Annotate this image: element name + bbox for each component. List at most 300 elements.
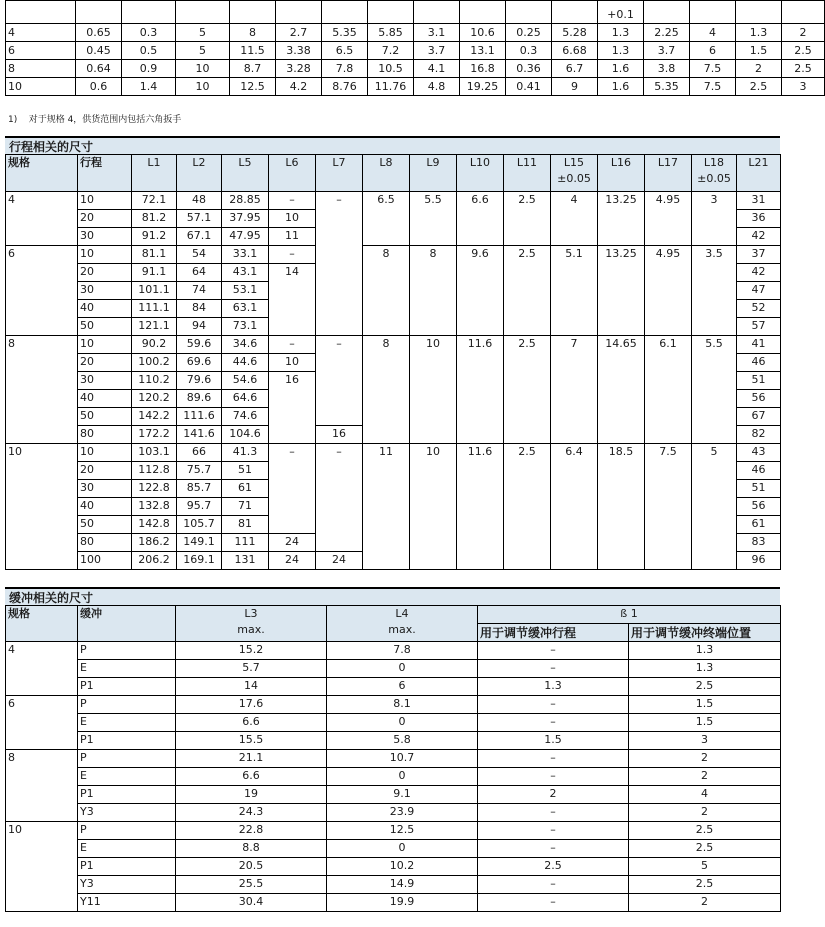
l8-cell: 8 (363, 336, 410, 444)
l18-cell: 3 (692, 192, 737, 246)
l1-cell: 103.1 (132, 444, 177, 462)
table-cell: 7.8 (322, 60, 368, 78)
l1-cell: 121.1 (132, 318, 177, 336)
l2-cell: 69.6 (177, 354, 222, 372)
column-header-label: L16 (610, 156, 632, 169)
column-header (737, 155, 781, 192)
l10-cell: 9.6 (457, 246, 504, 336)
table-cell: 14.9 (327, 876, 478, 894)
table-cell: 1.3 (629, 660, 781, 678)
table-cell: 22.8 (176, 822, 327, 840)
top-header-cell (368, 1, 414, 24)
table-cell: 11.76 (368, 78, 414, 96)
table-cell: 3.7 (644, 42, 690, 60)
table-cell: 9.1 (327, 786, 478, 804)
l21-cell: 56 (737, 498, 781, 516)
l5-cell: 111 (222, 534, 269, 552)
column-header: ß 1 (478, 606, 781, 624)
table-cell: 19 (176, 786, 327, 804)
l18-cell: 5.5 (692, 336, 737, 444)
table-cell: Y11 (78, 894, 176, 912)
l6-cell: – (269, 246, 316, 264)
l2-cell: 74 (177, 282, 222, 300)
stroke-cell: 10 (78, 336, 132, 354)
table-cell: 5.8 (327, 732, 478, 750)
l2-cell: 89.6 (177, 390, 222, 408)
table-cell: 10 (176, 60, 230, 78)
table-cell: – (478, 696, 629, 714)
stroke-cell: 40 (78, 390, 132, 408)
l18-cell: 5 (692, 444, 737, 570)
l5-cell: 33.1 (222, 246, 269, 264)
table-cell: 2 (629, 768, 781, 786)
table-cell: 0.9 (122, 60, 176, 78)
l21-cell: 57 (737, 318, 781, 336)
size-cell: 4 (6, 192, 78, 246)
column-header: 缓冲 (78, 606, 176, 642)
table-cell: 10.6 (460, 24, 506, 42)
stroke-cell: 30 (78, 372, 132, 390)
table-cell: 0.3 (506, 42, 552, 60)
l6-cell: 24 (269, 534, 316, 552)
l2-cell: 169.1 (177, 552, 222, 570)
top-header-cell (322, 1, 368, 24)
cushion-table-title: 缓冲相关的尺寸 (5, 587, 780, 605)
table-cell: 11.5 (230, 42, 276, 60)
l6-cell: – (269, 192, 316, 210)
column-header-label: L15 (563, 156, 585, 169)
table-cell: E (78, 714, 176, 732)
table-cell: 1.3 (629, 642, 781, 660)
l17-cell: 7.5 (645, 444, 692, 570)
table-cell: 1.5 (478, 732, 629, 750)
l21-cell: 36 (737, 210, 781, 228)
table-cell: 7.8 (327, 642, 478, 660)
l21-cell: 47 (737, 282, 781, 300)
table-cell: 3.1 (414, 24, 460, 42)
top-header-cell (276, 1, 322, 24)
l1-cell: 100.2 (132, 354, 177, 372)
table-cell: – (478, 750, 629, 768)
column-header (177, 155, 222, 192)
l1-cell: 91.2 (132, 228, 177, 246)
l1-cell: 90.2 (132, 336, 177, 354)
table-cell: 5.35 (644, 78, 690, 96)
column-header-label: L5 (238, 156, 252, 169)
table-cell: 5.28 (552, 24, 598, 42)
table-cell: 25.5 (176, 876, 327, 894)
table-cell: 0 (327, 768, 478, 786)
l6-cell: 10 (269, 354, 316, 372)
table-cell: 24.3 (176, 804, 327, 822)
l1-cell: 206.2 (132, 552, 177, 570)
cushion-header-row (6, 606, 781, 624)
l1-cell: 132.8 (132, 498, 177, 516)
table-cell: 6 (327, 678, 478, 696)
l21-cell: 56 (737, 390, 781, 408)
table-cell: P1 (78, 858, 176, 876)
table-row (6, 876, 781, 894)
table-cell: 9 (552, 78, 598, 96)
l5-cell: 63.1 (222, 300, 269, 318)
column-header (316, 155, 363, 192)
table-cell: 0.25 (506, 24, 552, 42)
table-cell: E (78, 840, 176, 858)
table-row (6, 840, 781, 858)
l2-cell: 95.7 (177, 498, 222, 516)
table-cell: – (478, 876, 629, 894)
table-cell: – (478, 822, 629, 840)
table-cell: 19.9 (327, 894, 478, 912)
column-header-label: 行程 (80, 156, 102, 169)
table-cell: 15.2 (176, 642, 327, 660)
column-header-label: L9 (426, 156, 440, 169)
l17-cell: 6.1 (645, 336, 692, 444)
l15-cell: 7 (551, 336, 598, 444)
l1-cell: 81.2 (132, 210, 177, 228)
table-cell: 0 (327, 660, 478, 678)
table-cell: E (78, 768, 176, 786)
l11-cell: 2.5 (504, 192, 551, 246)
footnote-marker: 1) (8, 115, 18, 125)
table-cell: 0.5 (122, 42, 176, 60)
l5-cell: 71 (222, 498, 269, 516)
l5-cell: 74.6 (222, 408, 269, 426)
top-header-cell (122, 1, 176, 24)
l5-cell: 44.6 (222, 354, 269, 372)
table-cell: 0.65 (76, 24, 122, 42)
column-header (6, 155, 78, 192)
l21-cell: 51 (737, 372, 781, 390)
table-row (6, 768, 781, 786)
l16-cell: 13.25 (598, 192, 645, 246)
table-cell: 2.5 (629, 822, 781, 840)
table-row (6, 336, 781, 354)
l1-cell: 91.1 (132, 264, 177, 282)
l15-cell: 5.1 (551, 246, 598, 336)
l5-cell: 47.95 (222, 228, 269, 246)
table-cell: 13.1 (460, 42, 506, 60)
l11-cell: 2.5 (504, 246, 551, 336)
table-cell: 3.28 (276, 60, 322, 78)
table-row (6, 60, 825, 78)
l2-cell: 85.7 (177, 480, 222, 498)
table-cell: 3.8 (644, 60, 690, 78)
table-cell: 10 (6, 78, 76, 96)
stroke-cell: 10 (78, 444, 132, 462)
column-header (327, 606, 478, 642)
l17-cell: 4.95 (645, 246, 692, 336)
l1-cell: 72.1 (132, 192, 177, 210)
l6-cell: – (269, 336, 316, 354)
table-cell: – (478, 768, 629, 786)
table-row (6, 696, 781, 714)
table-cell: – (478, 804, 629, 822)
column-header-label: L4 (395, 607, 409, 620)
table-cell: 1.5 (736, 42, 782, 60)
table-cell: 1.3 (478, 678, 629, 696)
stroke-cell: 80 (78, 534, 132, 552)
l6-cell: – (269, 444, 316, 534)
stroke-cell: 40 (78, 300, 132, 318)
l5-cell: 37.95 (222, 210, 269, 228)
l10-cell: 11.6 (457, 444, 504, 570)
table-cell: 1.5 (629, 696, 781, 714)
l5-cell: 51 (222, 462, 269, 480)
size-cell: 10 (6, 822, 78, 912)
l16-cell: 18.5 (598, 444, 645, 570)
l2-cell: 67.1 (177, 228, 222, 246)
stroke-cell: 20 (78, 354, 132, 372)
column-header (645, 155, 692, 192)
column-header-label: L11 (516, 156, 538, 169)
table-cell: 2.5 (736, 78, 782, 96)
table-cell: 14 (176, 678, 327, 696)
l5-cell: 28.85 (222, 192, 269, 210)
table-cell: 2.5 (782, 60, 825, 78)
l21-cell: 46 (737, 462, 781, 480)
table-cell: P1 (78, 786, 176, 804)
top-header-cell (6, 1, 76, 24)
l1-cell: 120.2 (132, 390, 177, 408)
column-header (176, 606, 327, 642)
column-header-label: L8 (379, 156, 393, 169)
table-cell: 12.5 (327, 822, 478, 840)
table-cell: E (78, 660, 176, 678)
table-cell: 6.6 (176, 714, 327, 732)
table-row (6, 78, 825, 96)
table-cell: 1.3 (598, 24, 644, 42)
tolerance-label: ±0.05 (557, 172, 591, 185)
column-header (78, 155, 132, 192)
top-header-cell (414, 1, 460, 24)
table-cell: 10.2 (327, 858, 478, 876)
l21-cell: 51 (737, 480, 781, 498)
l21-cell: 42 (737, 228, 781, 246)
top-header-cell (736, 1, 782, 24)
stroke-cell: 80 (78, 426, 132, 444)
column-header (457, 155, 504, 192)
top-header-cell (460, 1, 506, 24)
stroke-cell: 30 (78, 228, 132, 246)
top-dimension-table (5, 0, 825, 96)
table-row (6, 786, 781, 804)
l8-cell: 8 (363, 246, 410, 336)
l1-cell: 186.2 (132, 534, 177, 552)
tolerance-label: ±0.05 (697, 172, 731, 185)
table-cell: 2 (629, 894, 781, 912)
size-cell: 6 (6, 246, 78, 336)
table-row (6, 660, 781, 678)
table-cell: 3 (629, 732, 781, 750)
table-cell: 12.5 (230, 78, 276, 96)
l1-cell: 172.2 (132, 426, 177, 444)
table-cell: 8.7 (230, 60, 276, 78)
l6-cell: 24 (269, 552, 316, 570)
table-row (6, 750, 781, 768)
l5-cell: 61 (222, 480, 269, 498)
top-header-cell: +0.1 (598, 1, 644, 24)
stroke-cell: 20 (78, 462, 132, 480)
l21-cell: 96 (737, 552, 781, 570)
footnote (8, 112, 181, 125)
table-cell: 2.5 (629, 876, 781, 894)
table-cell: 2 (736, 60, 782, 78)
table-row (6, 42, 825, 60)
table-cell: 4.1 (414, 60, 460, 78)
l6-cell: 11 (269, 228, 316, 246)
table-cell: – (478, 660, 629, 678)
l9-cell: 8 (410, 246, 457, 336)
table-cell: 5.7 (176, 660, 327, 678)
table-cell: Y3 (78, 804, 176, 822)
table-cell: 0.36 (506, 60, 552, 78)
column-header (551, 155, 598, 192)
cushion-dimension-table (5, 605, 781, 912)
l7-cell: – (316, 192, 363, 246)
l9-cell: 10 (410, 336, 457, 444)
l17-cell: 4.95 (645, 192, 692, 246)
l2-cell: 54 (177, 246, 222, 264)
l9-cell: 5.5 (410, 192, 457, 246)
column-header-label: L6 (285, 156, 299, 169)
l7-cell: – (316, 444, 363, 552)
table-cell: 2.5 (629, 840, 781, 858)
l2-cell: 48 (177, 192, 222, 210)
top-header-cell (230, 1, 276, 24)
l16-cell: 14.65 (598, 336, 645, 444)
column-header (132, 155, 177, 192)
l21-cell: 37 (737, 246, 781, 264)
stroke-dimension-table (5, 154, 781, 570)
table-cell: 6.6 (176, 768, 327, 786)
table-cell: Y3 (78, 876, 176, 894)
table-cell: 1.3 (598, 42, 644, 60)
l1-cell: 112.8 (132, 462, 177, 480)
l21-cell: 83 (737, 534, 781, 552)
table-cell: P (78, 696, 176, 714)
l21-cell: 42 (737, 264, 781, 282)
l2-cell: 149.1 (177, 534, 222, 552)
l5-cell: 43.1 (222, 264, 269, 282)
table-row (6, 678, 781, 696)
l5-cell: 41.3 (222, 444, 269, 462)
stroke-cell: 50 (78, 318, 132, 336)
l6-cell: 16 (269, 372, 316, 444)
top-header-row (6, 1, 825, 24)
table-cell: P (78, 642, 176, 660)
l7-cell: – (316, 336, 363, 426)
table-cell: P (78, 750, 176, 768)
stroke-table-title: 行程相关的尺寸 (5, 136, 780, 154)
l1-cell: 142.2 (132, 408, 177, 426)
stroke-cell: 10 (78, 192, 132, 210)
table-cell: – (478, 642, 629, 660)
stroke-header-row (6, 155, 781, 192)
table-cell: 0.45 (76, 42, 122, 60)
table-cell: 1.4 (122, 78, 176, 96)
l21-cell: 67 (737, 408, 781, 426)
column-header (692, 155, 737, 192)
l2-cell: 84 (177, 300, 222, 318)
size-cell: 8 (6, 336, 78, 444)
l2-cell: 105.7 (177, 516, 222, 534)
l5-cell: 34.6 (222, 336, 269, 354)
l16-cell: 13.25 (598, 246, 645, 336)
table-row (6, 642, 781, 660)
l10-cell: 11.6 (457, 336, 504, 444)
column-header: 用于调节缓冲行程 (478, 624, 629, 642)
table-cell: 2 (629, 750, 781, 768)
l11-cell: 2.5 (504, 444, 551, 570)
l2-cell: 79.6 (177, 372, 222, 390)
size-cell: 6 (6, 696, 78, 750)
column-header-label: L2 (192, 156, 206, 169)
top-header-cell (782, 1, 825, 24)
l9-cell: 10 (410, 444, 457, 570)
l11-cell: 2.5 (504, 336, 551, 444)
l8-cell: 6.5 (363, 192, 410, 246)
table-cell: 10.7 (327, 750, 478, 768)
column-header-label: L3 (244, 607, 258, 620)
table-cell: 0 (327, 840, 478, 858)
l5-cell: 104.6 (222, 426, 269, 444)
table-cell: 8.1 (327, 696, 478, 714)
l2-cell: 59.6 (177, 336, 222, 354)
l21-cell: 41 (737, 336, 781, 354)
table-cell: P1 (78, 732, 176, 750)
top-header-cell (552, 1, 598, 24)
table-cell: 6.5 (322, 42, 368, 60)
table-cell: 2 (629, 804, 781, 822)
table-row (6, 246, 781, 264)
column-header (363, 155, 410, 192)
max-label: max. (237, 623, 265, 636)
stroke-cell: 30 (78, 282, 132, 300)
stroke-cell: 20 (78, 210, 132, 228)
l5-cell: 131 (222, 552, 269, 570)
table-row (6, 804, 781, 822)
column-header: 规格 (6, 606, 78, 642)
table-cell: 4 (629, 786, 781, 804)
top-header-cell (76, 1, 122, 24)
table-cell: 2.25 (644, 24, 690, 42)
table-cell: 5 (629, 858, 781, 876)
table-cell: 8 (6, 60, 76, 78)
size-cell: 10 (6, 444, 78, 570)
table-cell: 6 (6, 42, 76, 60)
table-cell: P (78, 822, 176, 840)
l10-cell: 6.6 (457, 192, 504, 246)
table-cell: 2.5 (629, 678, 781, 696)
l2-cell: 66 (177, 444, 222, 462)
column-header-label: L17 (657, 156, 679, 169)
l6-cell: 14 (269, 264, 316, 336)
column-header (222, 155, 269, 192)
l5-cell: 64.6 (222, 390, 269, 408)
l2-cell: 75.7 (177, 462, 222, 480)
table-cell: 5.35 (322, 24, 368, 42)
table-cell: P1 (78, 678, 176, 696)
table-cell: 3 (782, 78, 825, 96)
table-cell: – (478, 714, 629, 732)
l1-cell: 101.1 (132, 282, 177, 300)
table-cell: 1.6 (598, 60, 644, 78)
table-cell: 7.5 (690, 60, 736, 78)
l5-cell: 81 (222, 516, 269, 534)
table-cell: 0 (327, 714, 478, 732)
l2-cell: 57.1 (177, 210, 222, 228)
